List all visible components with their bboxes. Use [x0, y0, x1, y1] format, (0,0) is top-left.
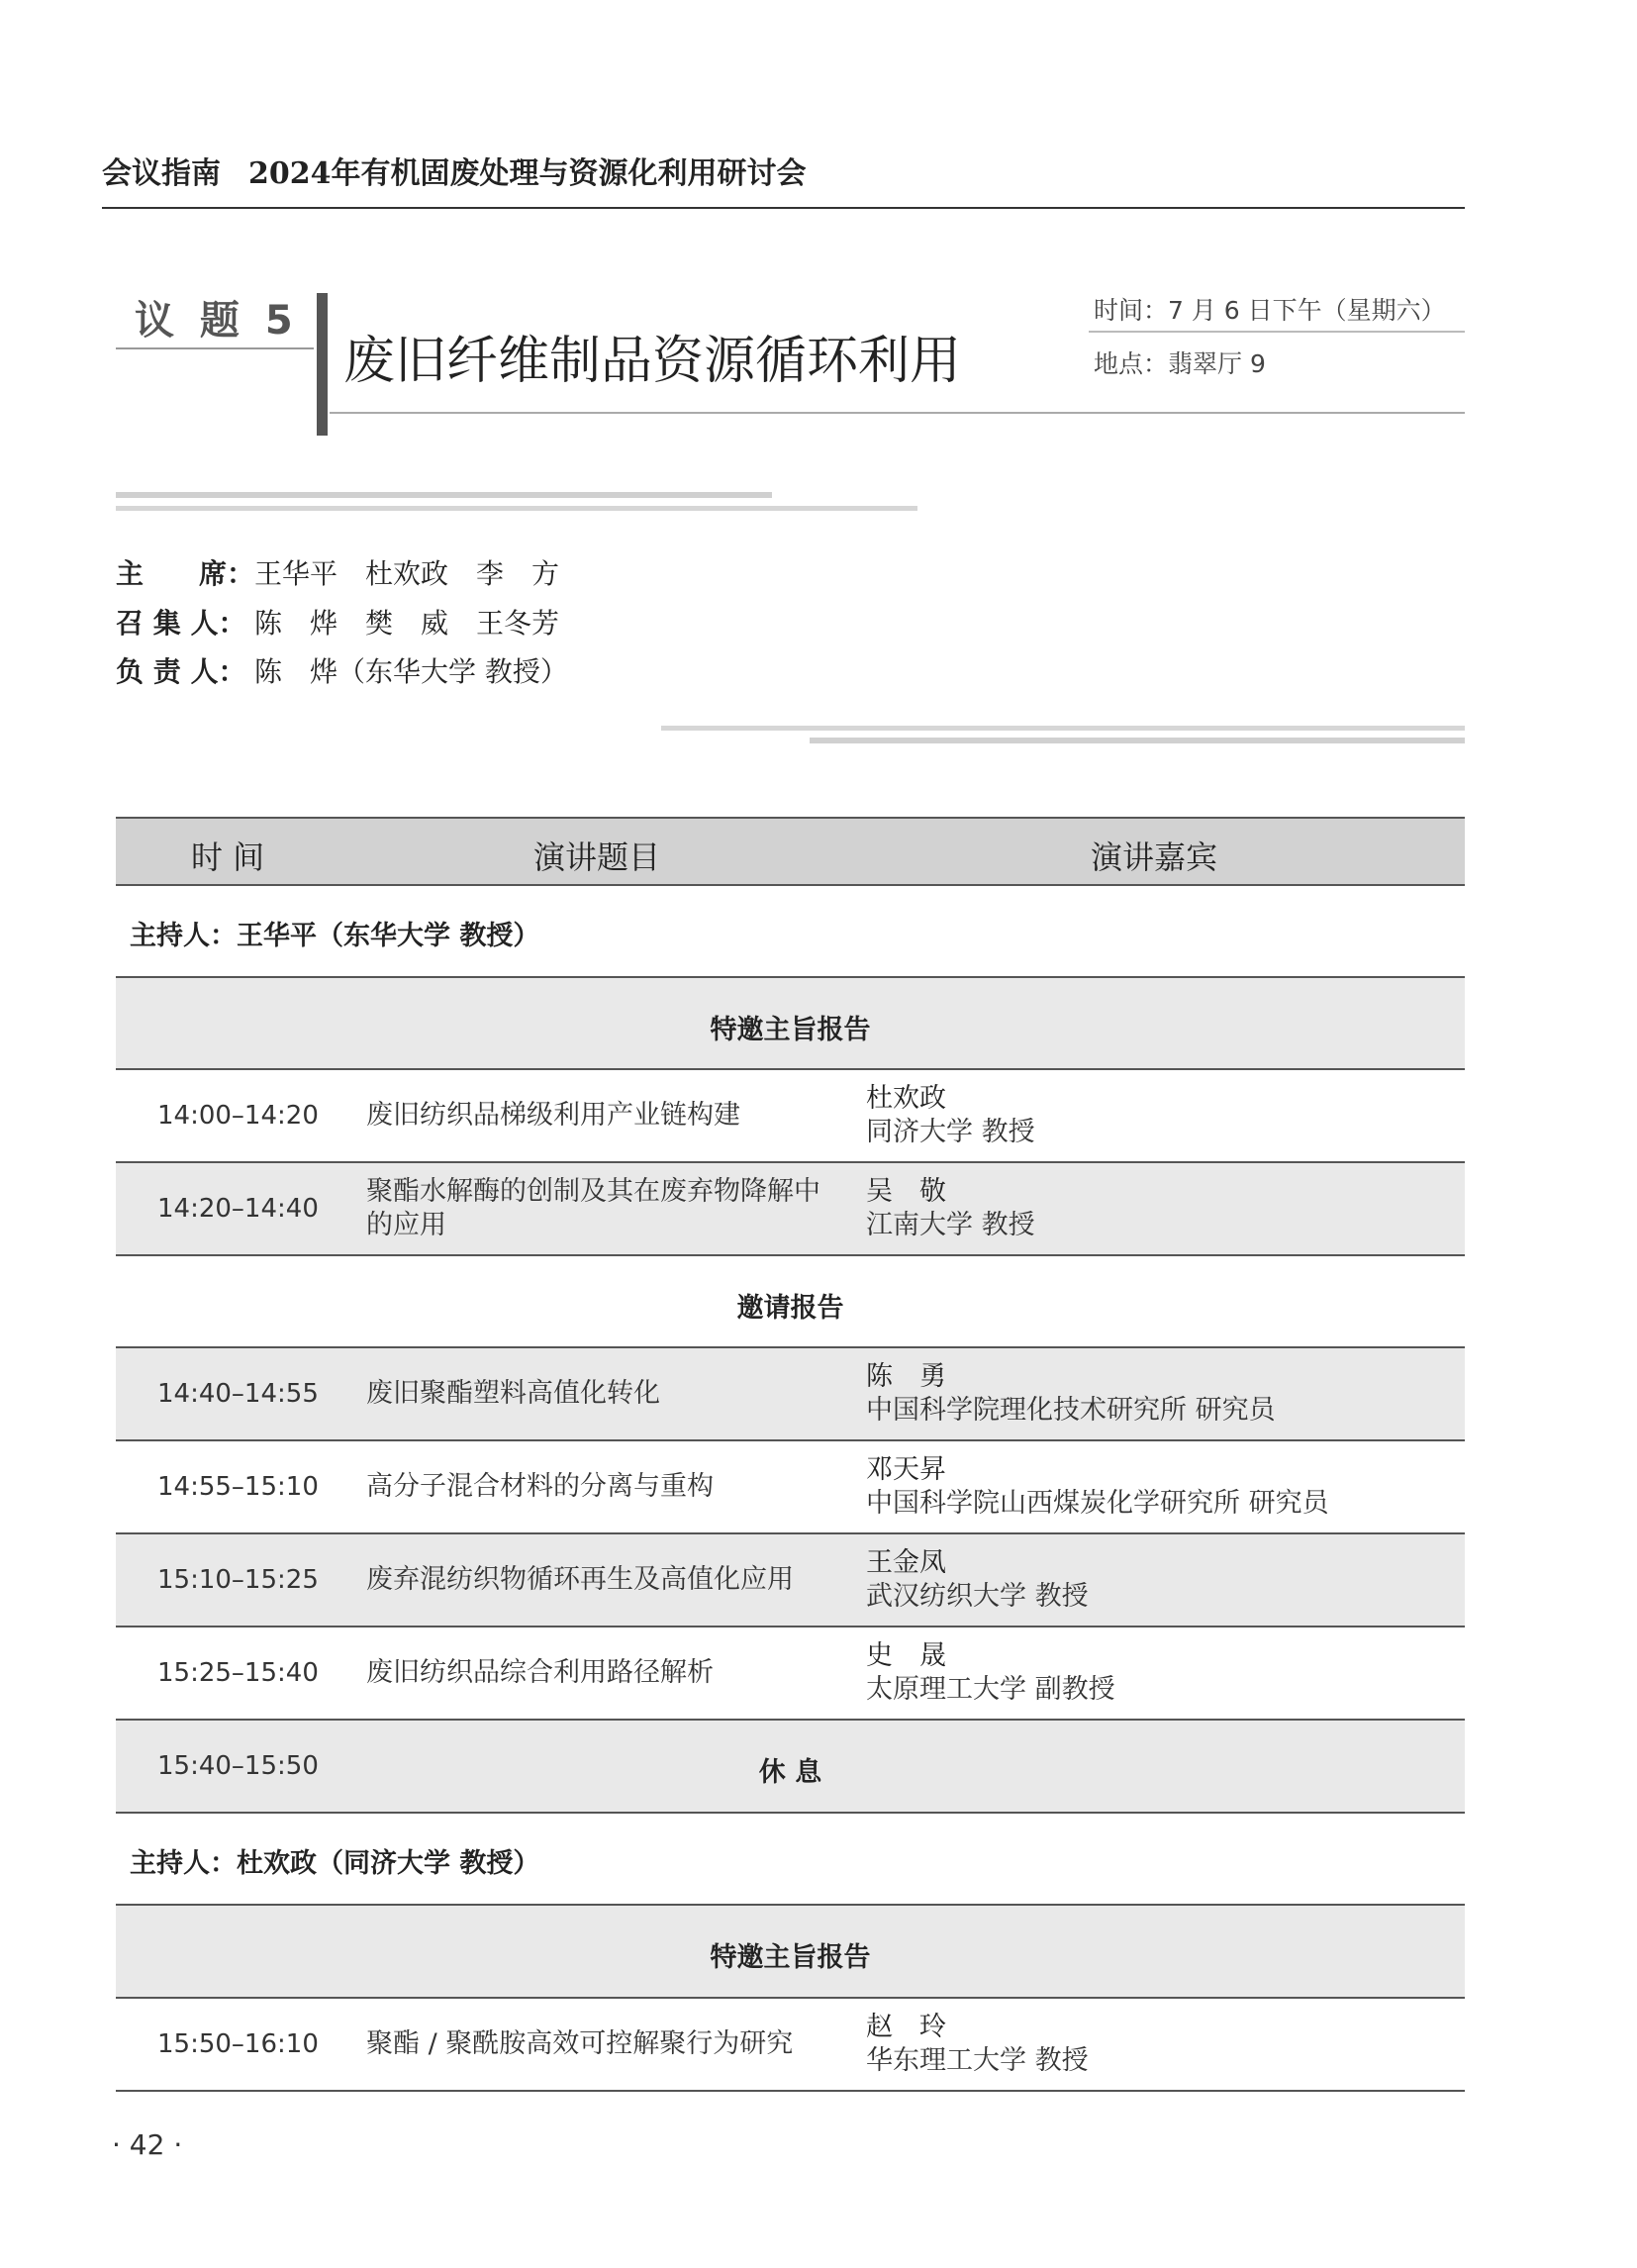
table-row — [116, 1999, 1465, 2092]
talk-speaker — [866, 1546, 1089, 1614]
table-row — [116, 1348, 1465, 1441]
header-rule — [102, 207, 1465, 209]
speaker-affiliation: 武汉纺织大学 教授 — [866, 1581, 1089, 1612]
speaker-affiliation: 同济大学 教授 — [866, 1117, 1035, 1147]
section-title: 邀请报告 — [736, 1293, 844, 1324]
talk-time: 14:00–14:20 — [157, 1101, 319, 1131]
speaker-name: 史 晟 — [866, 1640, 946, 1671]
role-label: 主 席： — [116, 557, 255, 590]
role-value: 陈 烨 樊 威 王冬芳 — [254, 607, 560, 640]
session-time: 时间：7 月 6 日下午（星期六） — [1094, 296, 1446, 325]
break-row — [116, 1721, 1465, 1814]
talk-time: 14:20–14:40 — [157, 1194, 319, 1224]
table-row — [116, 1070, 1465, 1163]
section-row — [116, 1256, 1465, 1348]
speaker-name: 赵 玲 — [866, 2012, 946, 2042]
running-header-conference: 2024年有机固废处理与资源化利用研讨会 — [248, 156, 807, 191]
topic-title-rule — [330, 412, 1465, 414]
section-row — [116, 1906, 1465, 1999]
table-row — [116, 1441, 1465, 1534]
topic-label: 议 题 5 — [135, 298, 299, 344]
talk-topic: 聚酯水解酶的创制及其在废弃物降解中的应用 — [366, 1176, 820, 1240]
role-label: 召 集 人： — [116, 607, 246, 640]
topic-title: 废旧纤维制品资源循环利用 — [343, 332, 962, 391]
moderator-label: 主持人：王华平（东华大学 教授） — [130, 921, 540, 951]
decorative-line — [661, 726, 1465, 731]
talk-speaker — [866, 1639, 1115, 1707]
talk-topic: 高分子混合材料的分离与重构 — [366, 1471, 714, 1502]
role-label: 负 责 人： — [116, 655, 246, 688]
speaker-name: 杜欢政 — [866, 1083, 946, 1114]
talk-speaker — [866, 1175, 1035, 1242]
section-title: 特邀主旨报告 — [710, 1942, 871, 1973]
speaker-name: 吴 敬 — [866, 1176, 946, 1207]
talk-speaker — [866, 1360, 1276, 1428]
talk-time: 15:25–15:40 — [157, 1658, 319, 1688]
talk-time: 15:10–15:25 — [157, 1565, 319, 1595]
topic-vertical-bar — [317, 293, 328, 436]
talk-time: 15:50–16:10 — [157, 2029, 319, 2059]
talk-topic: 废旧纺织品梯级利用产业链构建 — [366, 1100, 740, 1131]
speaker-affiliation: 中国科学院山西煤炭化学研究所 研究员 — [866, 1488, 1329, 1519]
speaker-affiliation: 太原理工大学 副教授 — [866, 1674, 1115, 1705]
role-value: 陈 烨（东华大学 教授） — [254, 655, 568, 688]
running-header — [102, 148, 807, 192]
talk-topic: 废旧纺织品综合利用路径解析 — [366, 1657, 714, 1688]
talk-speaker — [866, 2011, 1089, 2078]
table-row — [116, 1627, 1465, 1721]
role-chair — [116, 552, 559, 592]
speaker-affiliation: 江南大学 教授 — [866, 1210, 1035, 1240]
talk-time: 14:55–15:10 — [157, 1472, 319, 1502]
moderator-row — [116, 1814, 1465, 1906]
talk-topic: 废旧聚酯塑料高值化转化 — [366, 1378, 660, 1409]
page-number: · 42 · — [112, 2128, 183, 2161]
decorative-line — [116, 492, 772, 498]
session-place: 地点：翡翠厅 9 — [1094, 349, 1266, 378]
speaker-affiliation: 中国科学院理化技术研究所 研究员 — [866, 1395, 1276, 1426]
role-convener — [116, 602, 559, 641]
table-row — [116, 1163, 1465, 1256]
moderator-row — [116, 886, 1465, 978]
decorative-line — [116, 506, 917, 511]
session-info-rule — [1089, 331, 1465, 333]
talk-topic: 废弃混纺织物循环再生及高值化应用 — [366, 1564, 794, 1595]
table-row — [116, 1534, 1465, 1627]
talk-speaker — [866, 1082, 1035, 1149]
role-responsible — [116, 650, 568, 690]
header-time: 时 间 — [191, 838, 265, 876]
talk-topic: 聚酯 / 聚酰胺高效可控解聚行为研究 — [366, 2028, 794, 2059]
decorative-line — [810, 738, 1465, 743]
talk-time: 14:40–14:55 — [157, 1379, 319, 1409]
section-row — [116, 978, 1465, 1070]
role-value: 王华平 杜欢政 李 方 — [254, 557, 560, 590]
running-header-section: 会议指南 — [102, 156, 221, 191]
header-speaker: 演讲嘉宾 — [1091, 838, 1218, 876]
speaker-name: 邓天昇 — [866, 1454, 946, 1485]
break-time: 15:40–15:50 — [157, 1751, 319, 1781]
speaker-name: 王金凤 — [866, 1547, 946, 1578]
header-topic: 演讲题目 — [533, 838, 661, 876]
talk-speaker — [866, 1453, 1329, 1521]
topic-label-rule — [116, 347, 314, 349]
speaker-affiliation: 华东理工大学 教授 — [866, 2045, 1089, 2076]
break-label: 休 息 — [758, 1757, 822, 1788]
section-title: 特邀主旨报告 — [710, 1015, 871, 1045]
moderator-label: 主持人：杜欢政（同济大学 教授） — [130, 1848, 540, 1879]
table-header-row — [116, 817, 1465, 886]
speaker-name: 陈 勇 — [866, 1361, 946, 1392]
